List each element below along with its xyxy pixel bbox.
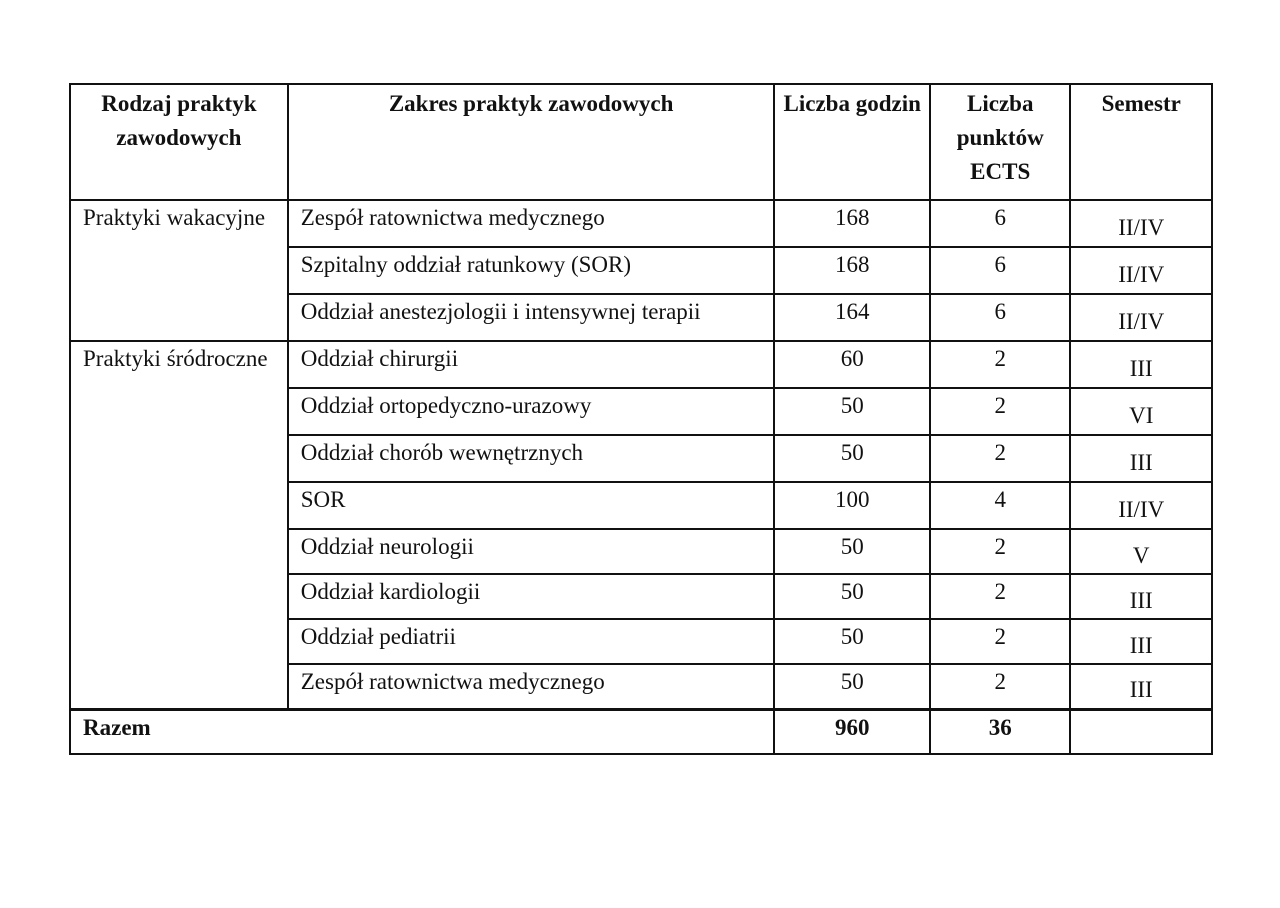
ects-cell: 2: [930, 388, 1070, 435]
hours-cell: 50: [774, 619, 930, 664]
total-hours: 960: [774, 709, 930, 754]
semester-cell: III: [1070, 664, 1212, 709]
scope-cell: Oddział pediatrii: [288, 619, 775, 664]
scope-cell: Szpitalny oddział ratunkowy (SOR): [288, 247, 775, 294]
hours-cell: 60: [774, 341, 930, 388]
scope-cell: Oddział chirurgii: [288, 341, 775, 388]
scope-cell: Oddział chorób wewnętrznych: [288, 435, 775, 482]
scope-cell: Oddział anestezjologii i intensywnej terapii: [288, 294, 775, 341]
ects-cell: 6: [930, 247, 1070, 294]
total-label: Razem: [70, 709, 774, 754]
group-label: Praktyki śródroczne: [70, 341, 288, 709]
hours-cell: 50: [774, 388, 930, 435]
ects-cell: 4: [930, 482, 1070, 529]
hours-cell: 168: [774, 247, 930, 294]
hours-cell: 164: [774, 294, 930, 341]
semester-cell: III: [1070, 619, 1212, 664]
ects-cell: 6: [930, 294, 1070, 341]
scope-cell: Oddział ortopedyczno-urazowy: [288, 388, 775, 435]
ects-cell: 2: [930, 619, 1070, 664]
semester-cell: II/IV: [1070, 247, 1212, 294]
scope-cell: Oddział kardiologii: [288, 574, 775, 619]
total-ects: 36: [930, 709, 1070, 754]
hours-cell: 50: [774, 529, 930, 574]
semester-cell: III: [1070, 341, 1212, 388]
semester-cell: II/IV: [1070, 200, 1212, 247]
practice-table: [69, 83, 1213, 755]
scope-cell: Zespół ratownictwa medycznego: [288, 664, 775, 709]
ects-cell: 2: [930, 529, 1070, 574]
semester-cell: V: [1070, 529, 1212, 574]
semester-cell: II/IV: [1070, 482, 1212, 529]
table-row: [70, 341, 1212, 388]
semester-cell: II/IV: [1070, 294, 1212, 341]
hours-cell: 50: [774, 664, 930, 709]
header-hours: Liczba godzin: [774, 84, 930, 200]
header-scope: Zakres praktyk zawodowych: [288, 84, 775, 200]
ects-cell: 2: [930, 341, 1070, 388]
hours-cell: 100: [774, 482, 930, 529]
header-type: Rodzaj praktyk zawodowych: [70, 84, 288, 200]
scope-cell: Zespół ratownictwa medycznego: [288, 200, 775, 247]
header-ects: Liczba punktów ECTS: [930, 84, 1070, 200]
hours-cell: 50: [774, 435, 930, 482]
total-row: [70, 709, 1212, 754]
semester-cell: III: [1070, 435, 1212, 482]
scope-cell: Oddział neurologii: [288, 529, 775, 574]
scope-cell: SOR: [288, 482, 775, 529]
hours-cell: 168: [774, 200, 930, 247]
ects-cell: 6: [930, 200, 1070, 247]
header-semester: Semestr: [1070, 84, 1212, 200]
group-label: Praktyki wakacyjne: [70, 200, 288, 341]
semester-cell: III: [1070, 574, 1212, 619]
ects-cell: 2: [930, 664, 1070, 709]
ects-cell: 2: [930, 574, 1070, 619]
total-semester: [1070, 709, 1212, 754]
table-row: [70, 200, 1212, 247]
ects-cell: 2: [930, 435, 1070, 482]
semester-cell: VI: [1070, 388, 1212, 435]
header-row: [70, 84, 1212, 200]
hours-cell: 50: [774, 574, 930, 619]
